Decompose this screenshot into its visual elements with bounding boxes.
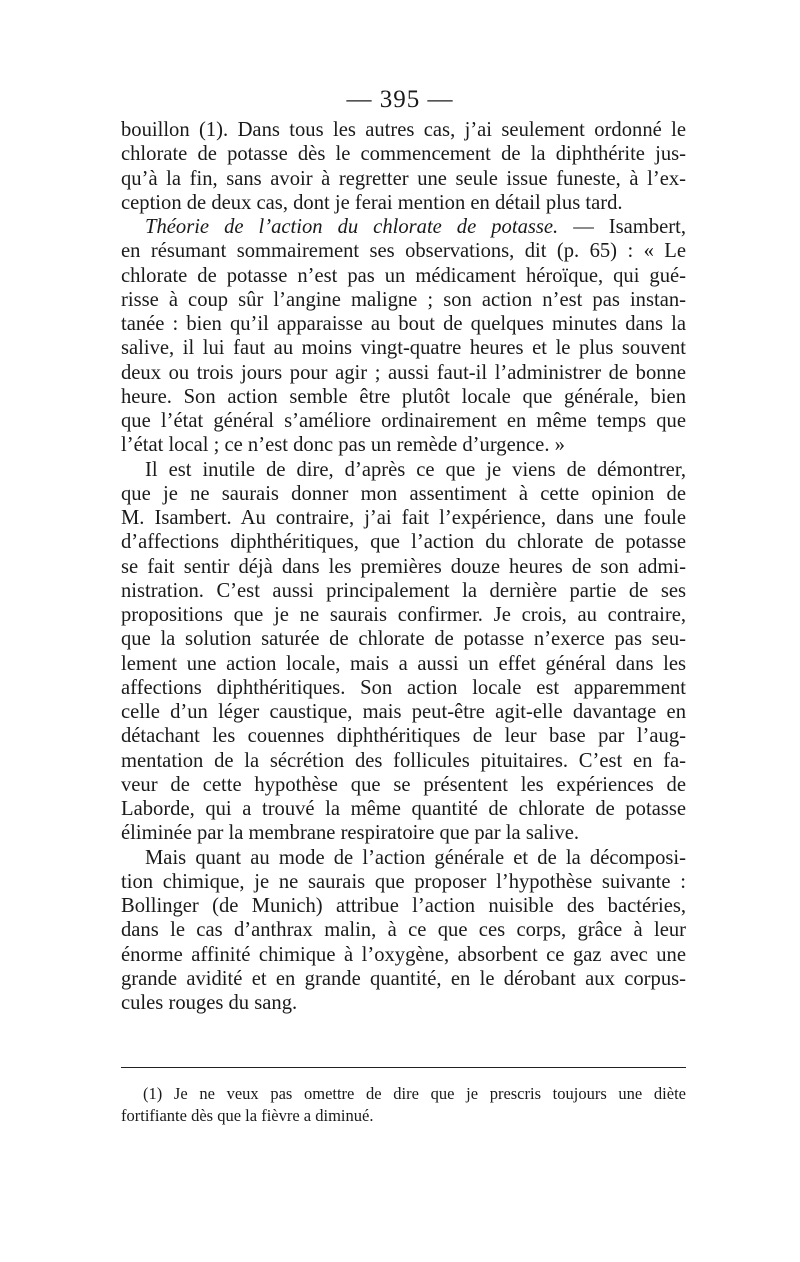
text-line [121,870,686,894]
line-text: M. Isambert. Au contraire, j’ai fait l’expérience, dans une foule [121,507,686,529]
text-line [121,530,686,554]
line-text: mentation de la sécrétion des follicules pituitaires. C’est en fa- [121,749,686,772]
line-text: Il est inutile de dire, d’après ce que je viens de démontrer, [145,458,686,481]
text-line [121,797,686,821]
line-text: lement une action locale, mais a aussi un effet général dans les [121,652,686,675]
line-text: qu’à la fin, sans avoir à regretter une seule issue funeste, à l’ex- [121,167,686,190]
text-line [121,482,686,506]
text-line [121,385,686,409]
text-line [121,312,686,336]
text-line [121,142,686,166]
text-line [121,433,686,457]
text-line [121,652,686,676]
text-line [121,918,686,942]
line-text: Bollinger (de Munich) attribue l’action nuisible des bactéries, [121,895,686,917]
text-line [121,846,686,870]
line-text: en résumant sommairement ses observations, dit (p. 65) : « Le [121,240,686,263]
line-text: Mais quant au mode de l’action générale et de la décomposi- [145,846,686,869]
text-line [121,724,686,748]
line-text: risse à coup sûr l’angine maligne ; son action n’est pas instan- [121,288,686,311]
text-line [121,458,686,482]
text-line [121,191,686,215]
line-text: détachant les couennes diphthéritiques de leur base par l’aug- [121,725,686,748]
text-line [121,773,686,797]
text-line [121,506,686,530]
footnote-rule [121,1067,686,1068]
line-text: (1) Je ne veux pas omettre de dire que je prescris toujours une diète [143,1084,686,1103]
text-line [121,118,686,142]
text-line [121,894,686,918]
line-text: propositions que je ne saurais confirmer. Je crois, au contraire, [121,604,686,626]
line-text: énorme affinité chimique à l’oxygène, absorbent ce gaz avec une [121,943,686,966]
text-line [121,1083,686,1105]
line-text: dans le cas d’anthrax malin, à ce que ces corps, grâce à leur [121,919,686,942]
text-line [121,336,686,360]
line-text: se fait sentir déjà dans les premières douze heures de son admi- [121,555,686,578]
line-text: éliminée par la membrane respiratoire que par la salive. [121,822,579,845]
text-line [121,239,686,263]
line-text: bouillon (1). Dans tous les autres cas, j’ai seulement ordonné le [121,119,686,141]
body-text [121,118,686,1015]
page-number: — 395 — [346,86,454,113]
line-text: ception de deux cas, dont je ferai mention en détail plus tard. [121,191,623,214]
section-heading: Théorie de l’action du chlorate de potasse. [145,216,559,238]
text-line [121,749,686,773]
text-line [121,167,686,191]
line-text: tanée : bien qu’il apparaisse au bout de quelques minutes dans la [121,313,686,335]
text-line [121,361,686,385]
text-line [121,579,686,603]
line-text: affections diphthéritiques. Son action locale est apparemment [121,676,686,699]
text-line [121,943,686,967]
text-line [121,555,686,579]
text-line [121,991,686,1015]
line-text: heure. Son action semble être plutôt locale que générale, bien [121,385,686,408]
line-text: celle d’un léger caustique, mais peut-être agit-elle davantage en [121,701,686,723]
text-line [121,821,686,845]
line-text: que l’état général s’améliore ordinairement en même temps que [121,410,686,432]
line-text: que je ne saurais donner mon assentiment à cette opinion de [121,482,686,505]
line-text: cules rouges du sang. [121,992,298,1014]
text-line [121,409,686,433]
line-text: d’affections diphthéritiques, que l’action du chlorate de potasse [121,531,686,554]
line-text: deux ou trois jours pour agir ; aussi faut-il l’administrer de bonne [121,361,686,384]
text-line [121,967,686,991]
line-text: fortifiante dès que la fièvre a diminué. [121,1106,374,1125]
text-line [121,627,686,651]
text-line [121,215,686,239]
line-text: — Isambert, [558,216,686,238]
line-text: que la solution saturée de chlorate de potasse n’exerce pas seu- [121,628,686,651]
line-text: salive, il lui faut au moins vingt-quatre heures et le plus souvent [121,337,686,360]
line-text: chlorate de potasse n’est pas un médicament héroïque, qui gué- [121,264,686,287]
text-line [121,264,686,288]
line-text: nistration. C’est aussi principalement la dernière partie de ses [121,579,686,602]
text-line [121,288,686,312]
line-text: veur de cette hypothèse que se présentent les expériences de [121,773,686,796]
text-line [121,1105,686,1127]
text-line [121,700,686,724]
footnote [121,1083,686,1127]
line-text: chlorate de potasse dès le commencement de la diphthérite jus- [121,143,686,166]
line-text: grande avidité et en grande quantité, en le dérobant aux corpus- [121,967,686,990]
text-line [121,676,686,700]
line-text: l’état local ; ce n’est donc pas un remède d’urgence. » [121,434,565,457]
line-text: Laborde, qui a trouvé la même quantité de chlorate de potasse [121,798,686,820]
line-text: tion chimique, je ne saurais que proposer l’hypothèse suivante : [121,870,686,893]
text-line [121,603,686,627]
